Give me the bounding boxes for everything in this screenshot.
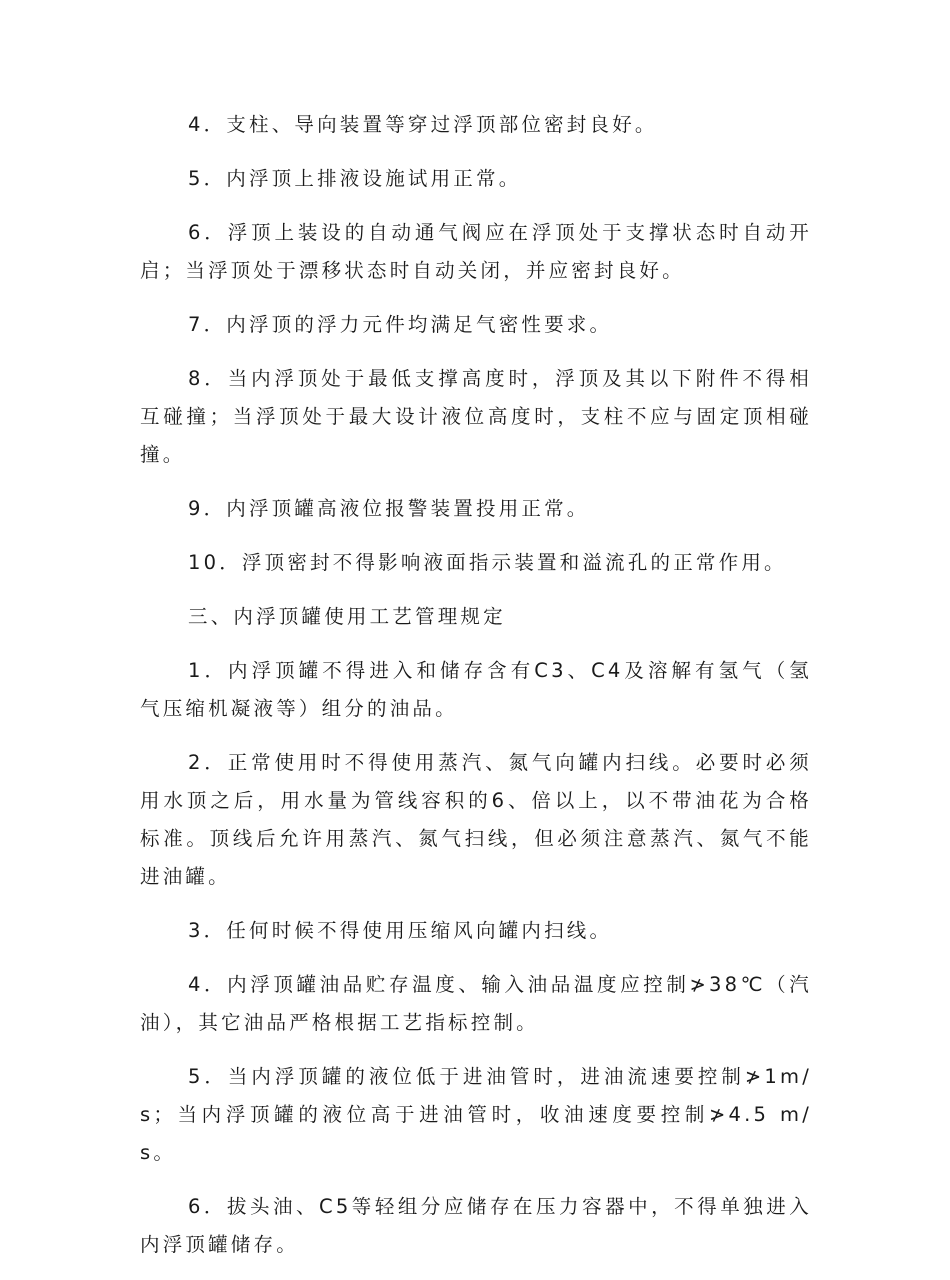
paragraph: 8．当内浮顶处于最低支撑高度时，浮顶及其以下附件不得相互碰撞；当浮顶处于最大设计液位高度时，支柱不应与固定顶相碰撞。	[140, 367, 812, 466]
paragraph: 4．内浮顶罐油品贮存温度、输入油品温度应控制≯38℃（汽油），其它油品严格根据工艺指标控制。	[140, 973, 812, 1034]
paragraph: 10．浮顶密封不得影响液面指示装置和溢流孔的正常作用。	[188, 551, 787, 574]
document-body	[140, 106, 812, 1280]
section-heading: 三、内浮顶罐使用工艺管理规定	[188, 605, 506, 628]
paragraph: 5．内浮顶上排液设施试用正常。	[188, 167, 522, 190]
paragraph: 7．内浮顶的浮力元件均满足气密性要求。	[188, 313, 613, 336]
paragraph: 1．内浮顶罐不得进入和储存含有C3、C4及溶解有氢气（氢气压缩机凝液等）组分的油品。	[140, 659, 812, 720]
paragraph: 6．浮顶上装设的自动通气阀应在浮顶处于支撑状态时自动开启；当浮顶处于漂移状态时自动关闭，并应密封良好。	[140, 221, 812, 282]
paragraph: 9．内浮顶罐高液位报警装置投用正常。	[188, 497, 590, 520]
paragraph: 6．拔头油、C5等轻组分应储存在压力容器中，不得单独进入内浮顶罐储存。	[140, 1195, 812, 1256]
paragraph: 5．当内浮顶罐的液位低于进油管时，进油流速要控制≯1m/s；当内浮顶罐的液位高于进油管时，收油速度要控制≯4.5 m/s。	[140, 1065, 812, 1164]
paragraph: 4．支柱、导向装置等穿过浮顶部位密封良好。	[188, 113, 658, 136]
paragraph: 2．正常使用时不得使用蒸汽、氮气向罐内扫线。必要时必须用水顶之后，用水量为管线容积的6、倍以上，以不带油花为合格标准。顶线后允许用蒸汽、氮气扫线，但必须注意蒸汽、氮气不能进油罐。	[140, 751, 812, 888]
paragraph: 3．任何时候不得使用压缩风向罐内扫线。	[188, 919, 613, 942]
